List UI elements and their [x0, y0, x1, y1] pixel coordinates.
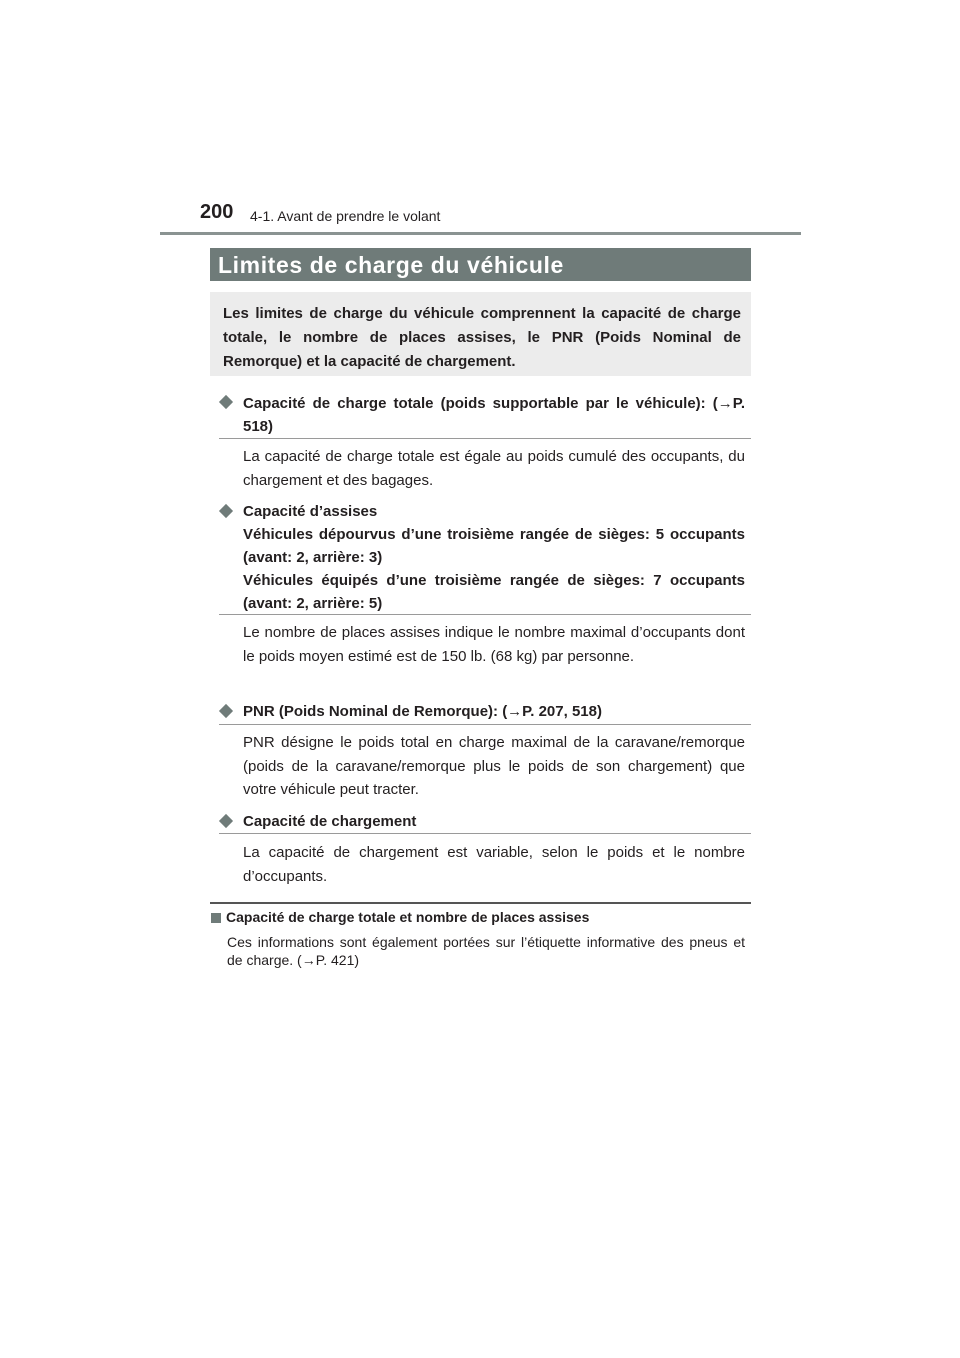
item-title-line: Véhicules équipés d’une troisième rangée de sièges: 7 occupants (avant: 2, arrière: 5) [243, 572, 745, 612]
diamond-bullet-icon [219, 504, 233, 518]
item-body: La capacité de charge totale est égale au poids cumulé des occupants, du chargement et des bagages. [243, 448, 745, 489]
item-title [243, 500, 745, 615]
item-title: PNR (Poids Nominal de Remorque): (→P. 207, 518) [243, 703, 602, 720]
diamond-bullet-icon [219, 704, 233, 718]
item-divider [219, 438, 751, 439]
section-title: Limites de charge du véhicule [218, 252, 564, 278]
section-intro-box [210, 292, 751, 376]
item-divider [219, 833, 751, 834]
note-title: Capacité de charge totale et nombre de places assises [226, 909, 590, 925]
item-divider [219, 724, 751, 725]
item-body: Le nombre de places assises indique le nombre maximal d’occupants dont le poids moyen estimé est de 150 lb. (68 kg) par personne. [243, 624, 745, 665]
item-title-line: Capacité d’assises [243, 503, 378, 520]
diamond-bullet-icon [219, 395, 233, 409]
note-divider [210, 902, 751, 904]
item-body: PNR désigne le poids total en charge maximal de la caravane/remorque (poids de la caravane/remorque plus le poids de son chargement) que votre véhicule peut tracter. [243, 734, 745, 798]
item-title: Capacité de chargement [243, 813, 417, 830]
item-body: La capacité de chargement est variable, selon le poids et le nombre d’occupants. [243, 844, 745, 885]
item-title: Capacité de charge totale (poids supportable par le véhicule): (→P. 518) [243, 395, 745, 435]
header-divider [160, 232, 801, 235]
chapter-title: 4-1. Avant de prendre le volant [250, 208, 441, 224]
page-number: 200 [200, 201, 234, 223]
item-divider [219, 614, 751, 615]
section-intro-text: Les limites de charge du véhicule comprennent la capacité de charge totale, le nombre de places assises, le PNR (Poids Nominal de Remorque) et la capacité de chargement. [223, 305, 741, 370]
note-body: Ces informations sont également portées sur l’étiquette informative des pneus et de charge. (→P. 421) [227, 934, 745, 968]
section-title-banner [210, 248, 751, 281]
item-title-line: Véhicules dépourvus d’une troisième rangée de sièges: 5 occupants (avant: 2, arrière: 3) [243, 526, 745, 566]
page-header [0, 0, 960, 240]
diamond-bullet-icon [219, 814, 233, 828]
square-bullet-icon [211, 913, 221, 923]
